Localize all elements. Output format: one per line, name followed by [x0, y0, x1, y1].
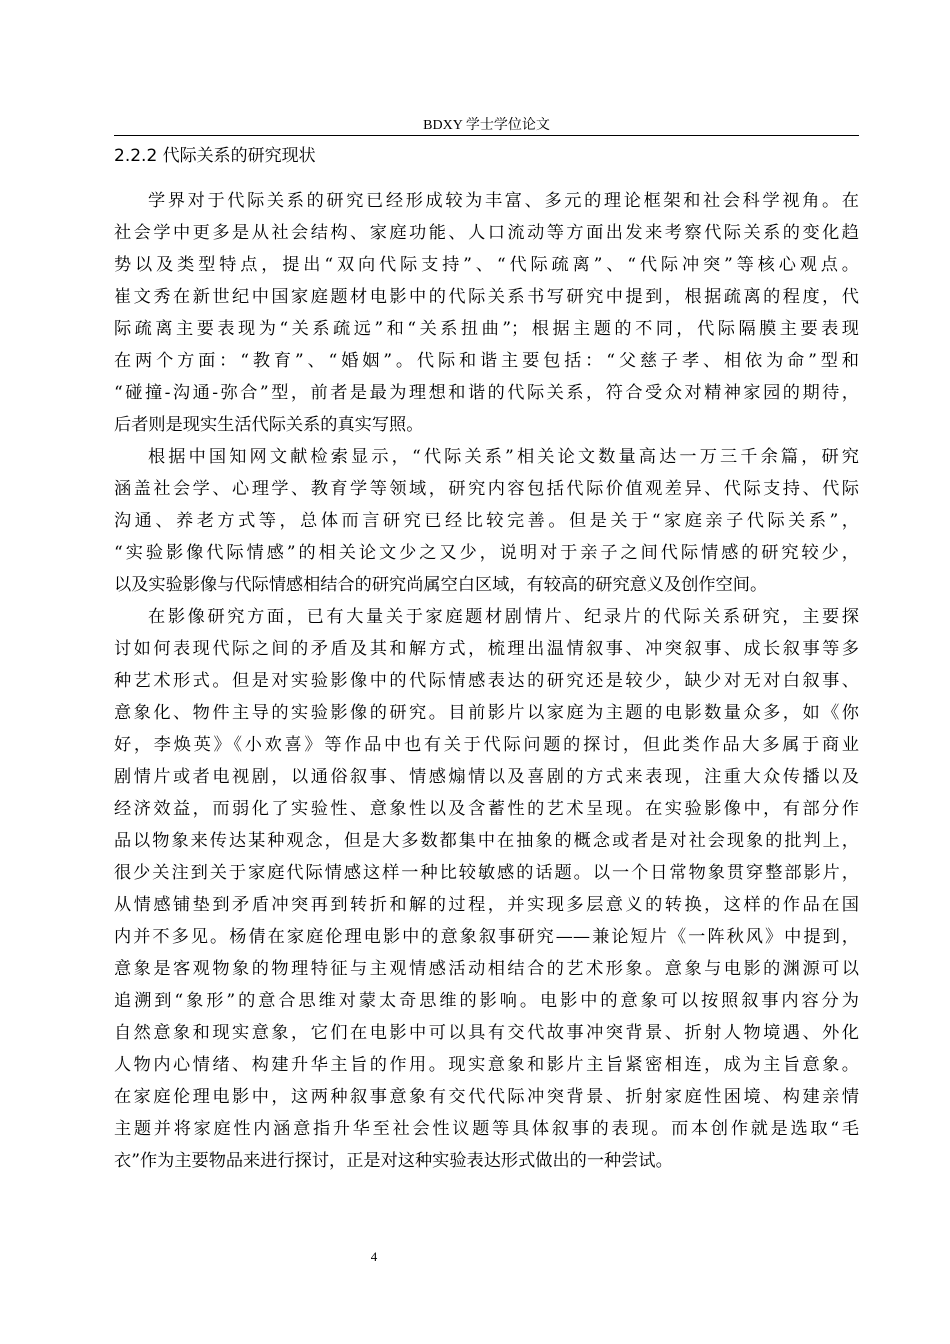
text-line: 种艺术形式。但是对实验影像中的代际情感表达的研究还是较少，缺少对无对白叙事、	[114, 671, 859, 691]
text-line: 人物内心情绪、构建升华主旨的作用。现实意象和影片主旨紧密相连，成为主旨意象。	[114, 1055, 859, 1075]
text-line: 主题并将家庭性内涵意指升华至社会性议题等具体叙事的表现。而本创作就是选取“毛	[114, 1119, 859, 1139]
text-line: 势以及类型特点，提出“双向代际支持”、“代际疏离”、“代际冲突”等核心观点。	[114, 255, 859, 275]
text-line: 在两个方面：“教育”、“婚姻”。代际和谐主要包括：“父慈子孝、相依为命”型和	[114, 351, 859, 371]
body-text	[114, 185, 859, 1177]
paragraph-3	[114, 601, 859, 1177]
text-line: 好，李焕英》《小欢喜》等作品中也有关于代际问题的探讨，但此类作品大多属于商业	[114, 735, 859, 755]
text-line: 自然意象和现实意象，它们在电影中可以具有交代故事冲突背景、折射人物境遇、外化	[114, 1023, 859, 1043]
text-line: “碰撞-沟通-弥合”型，前者是最为理想和谐的代际关系，符合受众对精神家园的期待，	[114, 383, 859, 403]
text-line: 剧情片或者电视剧，以通俗叙事、情感煽情以及喜剧的方式来表现，注重大众传播以及	[114, 767, 859, 787]
paragraph-2	[114, 441, 859, 601]
page-number: 4	[370, 1249, 378, 1264]
paragraph-1	[114, 185, 859, 441]
text-line: 意象化、物件主导的实验影像的研究。目前影片以家庭为主题的电影数量众多，如《你	[114, 703, 859, 723]
text-line: 根据中国知网文献检索显示，“代际关系”相关论文数量高达一万三千余篇，研究	[148, 447, 859, 467]
text-line: 以及实验影像与代际情感相结合的研究尚属空白区域，有较高的研究意义及创作空间。	[114, 575, 768, 595]
text-line: 很少关注到关于家庭代际情感这样一种比较敏感的话题。以一个日常物象贯穿整部影片，	[114, 863, 859, 883]
text-line: 涵盖社会学、心理学、教育学等领域，研究内容包括代际价值观差异、代际支持、代际	[114, 479, 859, 499]
text-line: “实验影像代际情感”的相关论文少之又少，说明对于亲子之间代际情感的研究较少，	[114, 543, 859, 563]
text-line: 意象是客观物象的物理特征与主观情感活动相结合的艺术形象。意象与电影的渊源可以	[114, 959, 859, 979]
text-line: 学界对于代际关系的研究已经形成较为丰富、多元的理论框架和社会科学视角。在	[148, 191, 859, 211]
running-header: BDXY 学士学位论文	[423, 118, 550, 133]
text-line: 在影像研究方面，已有大量关于家庭题材剧情片、纪录片的代际关系研究，主要探	[148, 607, 859, 627]
text-line: 在家庭伦理电影中，这两种叙事意象有交代代际冲突背景、折射家庭性困境、构建亲情	[114, 1087, 859, 1107]
text-line: 从情感铺垫到矛盾冲突再到转折和解的过程，并实现多层意义的转换，这样的作品在国	[114, 895, 859, 915]
text-line: 追溯到“象形”的意合思维对蒙太奇思维的影响。电影中的意象可以按照叙事内容分为	[114, 991, 859, 1011]
text-line: 讨如何表现代际之间的矛盾及其和解方式，梳理出温情叙事、冲突叙事、成长叙事等多	[114, 639, 859, 659]
text-line: 沟通、养老方式等，总体而言研究已经比较完善。但是关于“家庭亲子代际关系”，	[114, 511, 859, 531]
text-line: 衣”作为主要物品来进行探讨，正是对这种实验表达形式做出的一种尝试。	[114, 1151, 673, 1171]
text-line: 内并不多见。杨倩在家庭伦理电影中的意象叙事研究——兼论短片《一阵秋风》中提到，	[114, 927, 859, 947]
section-heading: 2.2.2 代际关系的研究现状	[114, 146, 316, 166]
text-line: 崔文秀在新世纪中国家庭题材电影中的代际关系书写研究中提到，根据疏离的程度，代	[114, 287, 859, 307]
text-line: 品以物象来传达某种观念，但是大多数都集中在抽象的概念或者是对社会现象的批判上，	[114, 831, 859, 851]
text-line: 后者则是现实生活代际关系的真实写照。	[114, 415, 424, 435]
header-rule	[114, 135, 859, 136]
text-line: 经济效益，而弱化了实验性、意象性以及含蓄性的艺术呈现。在实验影像中，有部分作	[114, 799, 859, 819]
text-line: 际疏离主要表现为“关系疏远”和“关系扭曲”；根据主题的不同，代际隔膜主要表现	[114, 319, 859, 339]
text-line: 社会学中更多是从社会结构、家庭功能、人口流动等方面出发来考察代际关系的变化趋	[114, 223, 859, 243]
